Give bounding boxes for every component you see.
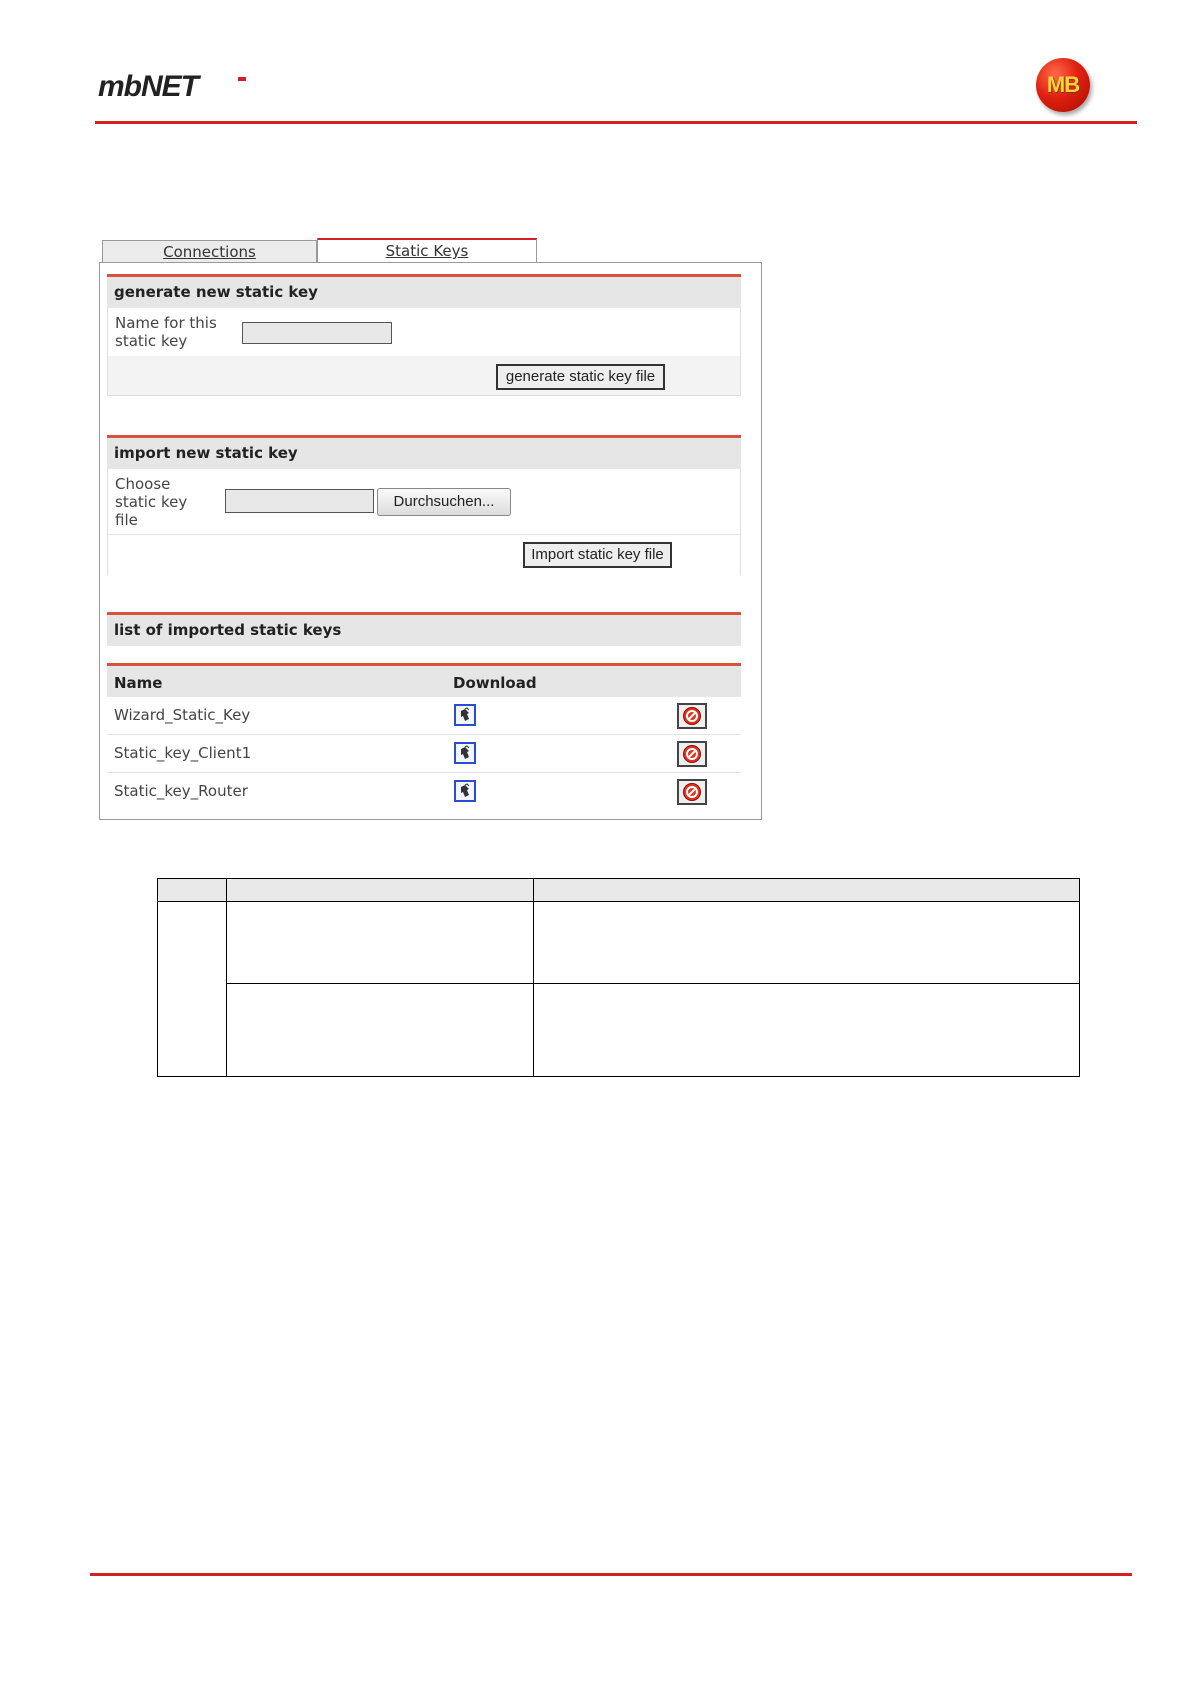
download-icon[interactable] bbox=[454, 742, 476, 764]
description-table bbox=[157, 878, 1080, 1077]
browse-button[interactable]: Durchsuchen... bbox=[377, 488, 511, 516]
list-section-title: list of imported static keys bbox=[107, 612, 741, 646]
mbnet-logo: mbNET bbox=[98, 70, 198, 103]
download-icon[interactable] bbox=[454, 704, 476, 726]
footer-divider bbox=[90, 1573, 1132, 1576]
key-name: Static_key_Client1 bbox=[114, 744, 252, 762]
table-row bbox=[107, 735, 741, 773]
generate-static-key-button[interactable]: generate static key file bbox=[496, 364, 665, 390]
header-divider bbox=[95, 121, 1137, 124]
description-table-header bbox=[158, 879, 1080, 902]
static-key-name-input[interactable] bbox=[242, 322, 392, 344]
generate-button-row bbox=[107, 356, 741, 396]
static-key-file-input[interactable] bbox=[225, 489, 374, 513]
key-name: Wizard_Static_Key bbox=[114, 706, 251, 724]
name-field-label: Name for this static key bbox=[115, 314, 217, 350]
delete-icon[interactable] bbox=[677, 779, 707, 805]
file-field-label: Choose static key file bbox=[115, 475, 188, 529]
download-icon[interactable] bbox=[454, 780, 476, 802]
table-row bbox=[107, 773, 741, 811]
table-row bbox=[107, 697, 741, 735]
tab-static-keys[interactable]: Static Keys bbox=[317, 238, 537, 265]
logo-accent bbox=[238, 77, 246, 81]
keys-table-header bbox=[107, 663, 741, 697]
delete-icon[interactable] bbox=[677, 703, 707, 729]
import-button-row bbox=[107, 535, 741, 575]
mb-logo-text: MB bbox=[1046, 72, 1080, 97]
generate-name-row bbox=[107, 308, 741, 356]
table-cell bbox=[227, 902, 534, 984]
table-cell bbox=[158, 902, 227, 1077]
table-header-cell bbox=[227, 879, 534, 902]
table-cell bbox=[534, 984, 1080, 1077]
column-name-header: Name bbox=[114, 674, 163, 692]
import-static-key-button[interactable]: Import static key file bbox=[523, 542, 672, 568]
import-file-row bbox=[107, 469, 741, 535]
tab-connections[interactable]: Connections bbox=[102, 240, 317, 262]
table-cell bbox=[227, 984, 534, 1077]
table-row bbox=[158, 902, 1080, 984]
key-name: Static_key_Router bbox=[114, 782, 248, 800]
table-cell bbox=[534, 902, 1080, 984]
import-section-title: import new static key bbox=[107, 435, 741, 469]
table-header-cell bbox=[158, 879, 227, 902]
generate-section-title: generate new static key bbox=[107, 274, 741, 308]
table-header-cell bbox=[534, 879, 1080, 902]
column-download-header: Download bbox=[453, 674, 537, 692]
delete-icon[interactable] bbox=[677, 741, 707, 767]
table-row bbox=[158, 984, 1080, 1077]
mb-logo-badge bbox=[1036, 58, 1090, 112]
